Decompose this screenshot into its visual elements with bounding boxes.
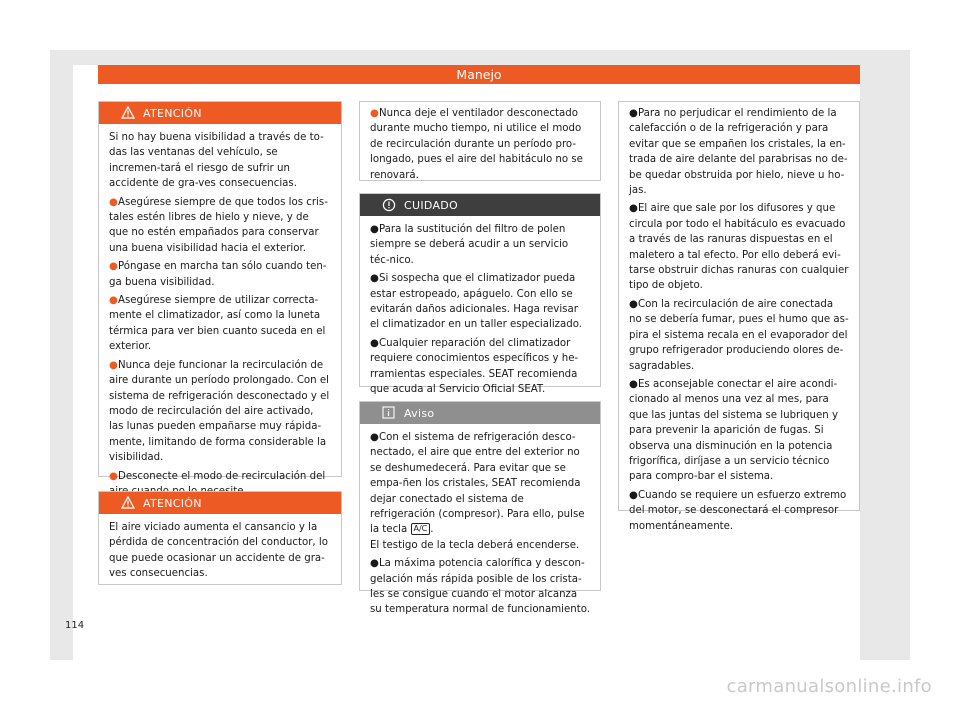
warning-triangle-icon xyxy=(121,496,135,510)
section-header: Manejo xyxy=(98,65,860,84)
list-item: ●Cuando se requiere un esfuerzo extremo del motor, se desconectará el compresor momentáneamente. xyxy=(629,489,847,532)
caution-heading: CUIDADO xyxy=(404,198,459,212)
watermark: carmanualsonline.info xyxy=(726,676,932,697)
warning-heading: ATENCIÓN xyxy=(143,106,202,120)
warning-text: El aire viciado aumenta el cansancio y la pérdida de concentración del conductor, lo que puede ocasionar un accidente de gra-ves consecuencias. xyxy=(109,522,328,580)
list-item: ●Para no perjudicar el rendimiento de la calefacción o de la refrigeración y para evitar que se empañen los cristales, la en-trada de aire delante del parabrisas no de-be quedar obstruida por hielo, nieve u ho-jas. xyxy=(629,108,848,197)
list-item: ●El aire que sale por los difusores y que circula por todo el habitáculo es evacuado a través de las ranuras dispuestas en el maletero a tal efecto. Por ello deberá evi-tarse obstruir dichas ranuras con cualquier tipo de objeto. xyxy=(629,203,849,292)
list-item: ●Con la recirculación de aire conectada no se debería fumar, pues el humo que as-pira el sistema recala en el evaporador del grupo refrigerador produciendo olores de-sagradables. xyxy=(629,298,849,372)
warning-intro: Si no hay buena visibilidad a través de to-das las ventanas del vehículo, se incremen-tará el riesgo de sufrir un accidente de gra-ves consecuencias. xyxy=(109,132,324,190)
list-item: ●Nunca deje el ventilador desconectado durante mucho tiempo, ni utilice el modo de recirculación durante un período pro-longado, pues el aire del habitáculo no se renovará. xyxy=(370,108,583,181)
note-box-header xyxy=(360,402,600,424)
list-item: ●Cualquier reparación del climatizador requiere conocimientos específicos y he-rramientas especiales. SEAT recomienda que acuda al Servicio Oficial SEAT. xyxy=(370,337,579,396)
list-item: ●Desconecte el modo de recirculación del xyxy=(109,470,326,482)
caution-box-header xyxy=(360,194,600,216)
warning-box-header xyxy=(99,492,341,514)
list-item: ●Si sospecha que el climatizador pueda estar estropeado, apáguelo. Con ello se evitarán daños adicionales. Haga revisar el climatizador en un taller especializado. xyxy=(370,273,583,331)
note-heading: Aviso xyxy=(404,406,435,420)
warning-box-stale-air xyxy=(98,491,342,585)
note-box xyxy=(359,401,601,616)
list-item: ●Asegúrese siempre de que todos los cris-tales estén libres de hielo y nieve, y de que no estén empañados para conservar una buena visibilidad hacia el exterior. xyxy=(109,196,328,254)
warning-box-continued xyxy=(359,101,601,181)
list-item: ●Es aconsejable conectar el aire acondi-cionado al menos una vez al mes, para que las juntas del sistema se lubriquen y para prevenir la aparición de fugas. Si observa una disminución en la potencia frigorífica, diríjase a un servicio técnico para compro-bar el sistema. xyxy=(629,378,838,483)
info-circle-icon xyxy=(382,198,396,212)
warning-box-header xyxy=(99,102,341,124)
warning-box-visibility xyxy=(98,101,342,482)
caution-box xyxy=(359,193,601,396)
list-item: ●Nunca deje funcionar la recirculación de aire durante un período prolongado. Con el sistema de refrigeración desconectado y el modo de recirculación del aire activado, las lunas pueden empañarse muy rápida-mente, limitando de forma considerable la visibilidad. xyxy=(109,359,330,464)
tips-box xyxy=(618,101,860,532)
ac-button-icon: A/C xyxy=(411,523,431,535)
warning-heading: ATENCIÓN xyxy=(143,496,202,510)
page-number: 114 xyxy=(65,620,85,631)
info-square-icon xyxy=(382,406,396,420)
list-item: ●Para la sustitución del filtro de polen siempre se deberá acudir a un servicio téc-nico. xyxy=(370,224,569,266)
list-item: ●Póngase en marcha tan sólo cuando ten-ga buena visibilidad. xyxy=(109,261,327,288)
list-item: ●Con el sistema de refrigeración desco-nectado, el aire que entre del exterior no se deshumedecerá. Para evitar que se empa-ñen los cristales, SEAT recomienda dejar conectado el sistema de refrigeración (compresor). Para ello, pulse la tecla A/C . El testigo de la tecla deberá encenderse. xyxy=(370,432,585,551)
list-item: ●La máxima potencia calorífica y descon-gelación más rápida posible de los crista-les se consigue cuando el motor alcanza su temperatura normal de funcionamiento. xyxy=(370,558,591,616)
list-item: ●Asegúrese siempre de utilizar correcta-mente el climatizador, así como la luneta térmica para ver bien cuanto suceda en el exterior. xyxy=(109,295,326,353)
warning-triangle-icon xyxy=(121,106,135,120)
